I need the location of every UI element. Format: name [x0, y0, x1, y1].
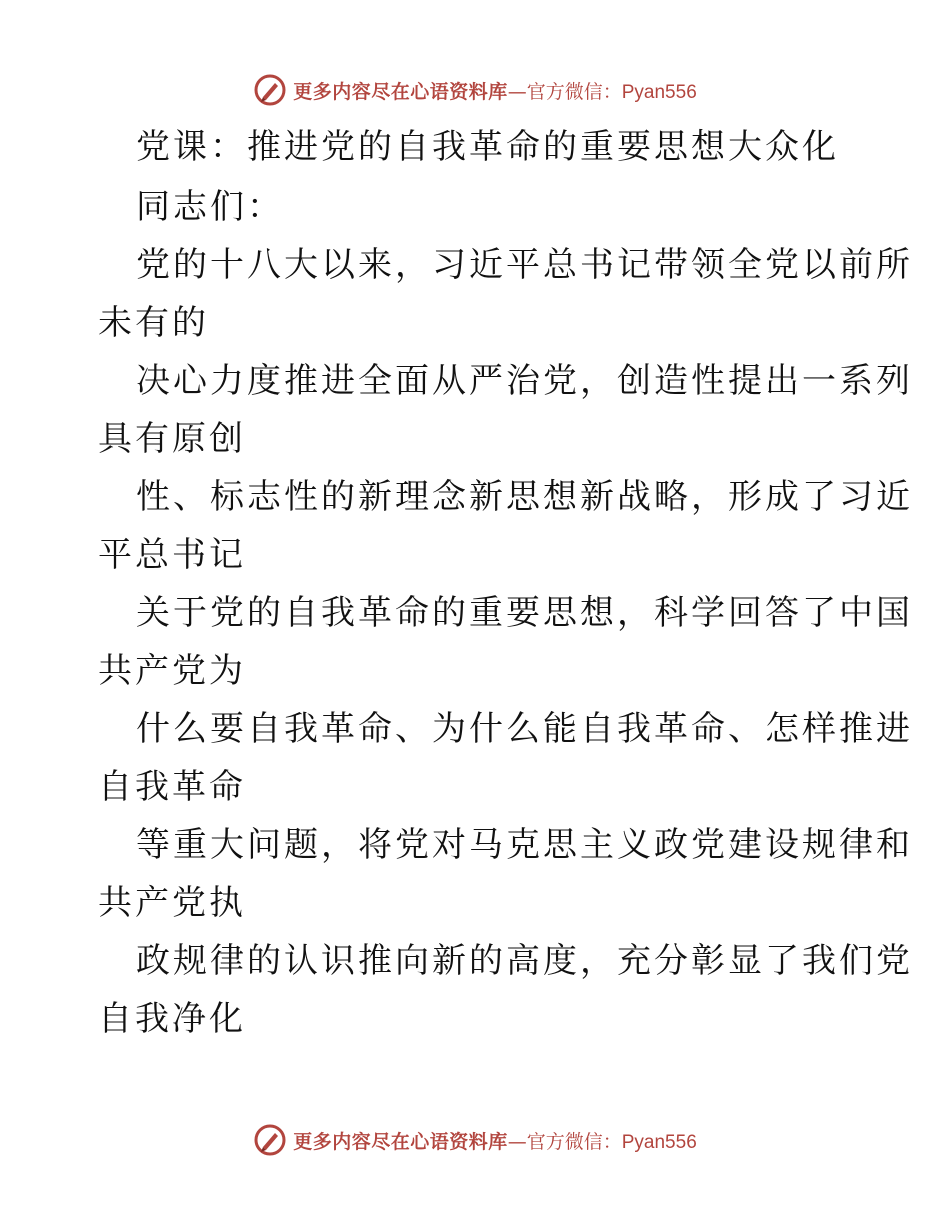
paragraph-line: 等重大问题，将党对马克思主义政党建设规律和	[136, 825, 913, 865]
paragraph-line: 决心力度推进全面从严治党，创造性提出一系列	[136, 361, 913, 401]
paragraph-line: 共产党执	[98, 883, 246, 923]
paragraph-line: 党的十八大以来，习近平总书记带领全党以前所	[136, 245, 913, 285]
banner-text	[293, 77, 697, 104]
banner-text	[293, 1127, 697, 1154]
red-pen-logo-icon	[253, 1123, 287, 1157]
banner-wechat-id: Pyan556	[621, 1131, 697, 1153]
paragraph-line: 什么要自我革命、为什么能自我革命、怎样推进	[136, 709, 913, 749]
paragraph-line: 共产党为	[98, 651, 246, 691]
paragraph-line: 自我革命	[98, 767, 246, 807]
paragraph-line: 政规律的认识推向新的高度，充分彰显了我们党	[136, 941, 913, 981]
paragraph-line: 关于党的自我革命的重要思想，科学回答了中国	[136, 593, 913, 633]
paragraph-line: 平总书记	[98, 535, 246, 575]
paragraph-line: 性、标志性的新理念新思想新战略，形成了习近	[136, 477, 913, 517]
banner-main-text: 更多内容尽在心语资料库	[293, 1130, 508, 1153]
paragraph-line: 具有原创	[98, 419, 246, 459]
document-title: 党课：推进党的自我革命的重要思想大众化	[136, 127, 839, 167]
banner-dash: —	[507, 1130, 527, 1153]
red-pen-logo-icon	[253, 73, 287, 107]
paragraph-line: 未有的	[98, 303, 209, 343]
greeting: 同志们：	[136, 187, 284, 227]
footer-banner	[0, 1120, 950, 1160]
banner-wechat-id: Pyan556	[621, 81, 697, 103]
paragraph-line: 自我净化	[98, 999, 246, 1039]
header-banner	[0, 70, 950, 110]
banner-dash: —	[507, 80, 527, 103]
banner-wechat-label: 官方微信：	[526, 1130, 622, 1153]
banner-wechat-label: 官方微信：	[526, 80, 622, 103]
banner-main-text: 更多内容尽在心语资料库	[293, 80, 508, 103]
